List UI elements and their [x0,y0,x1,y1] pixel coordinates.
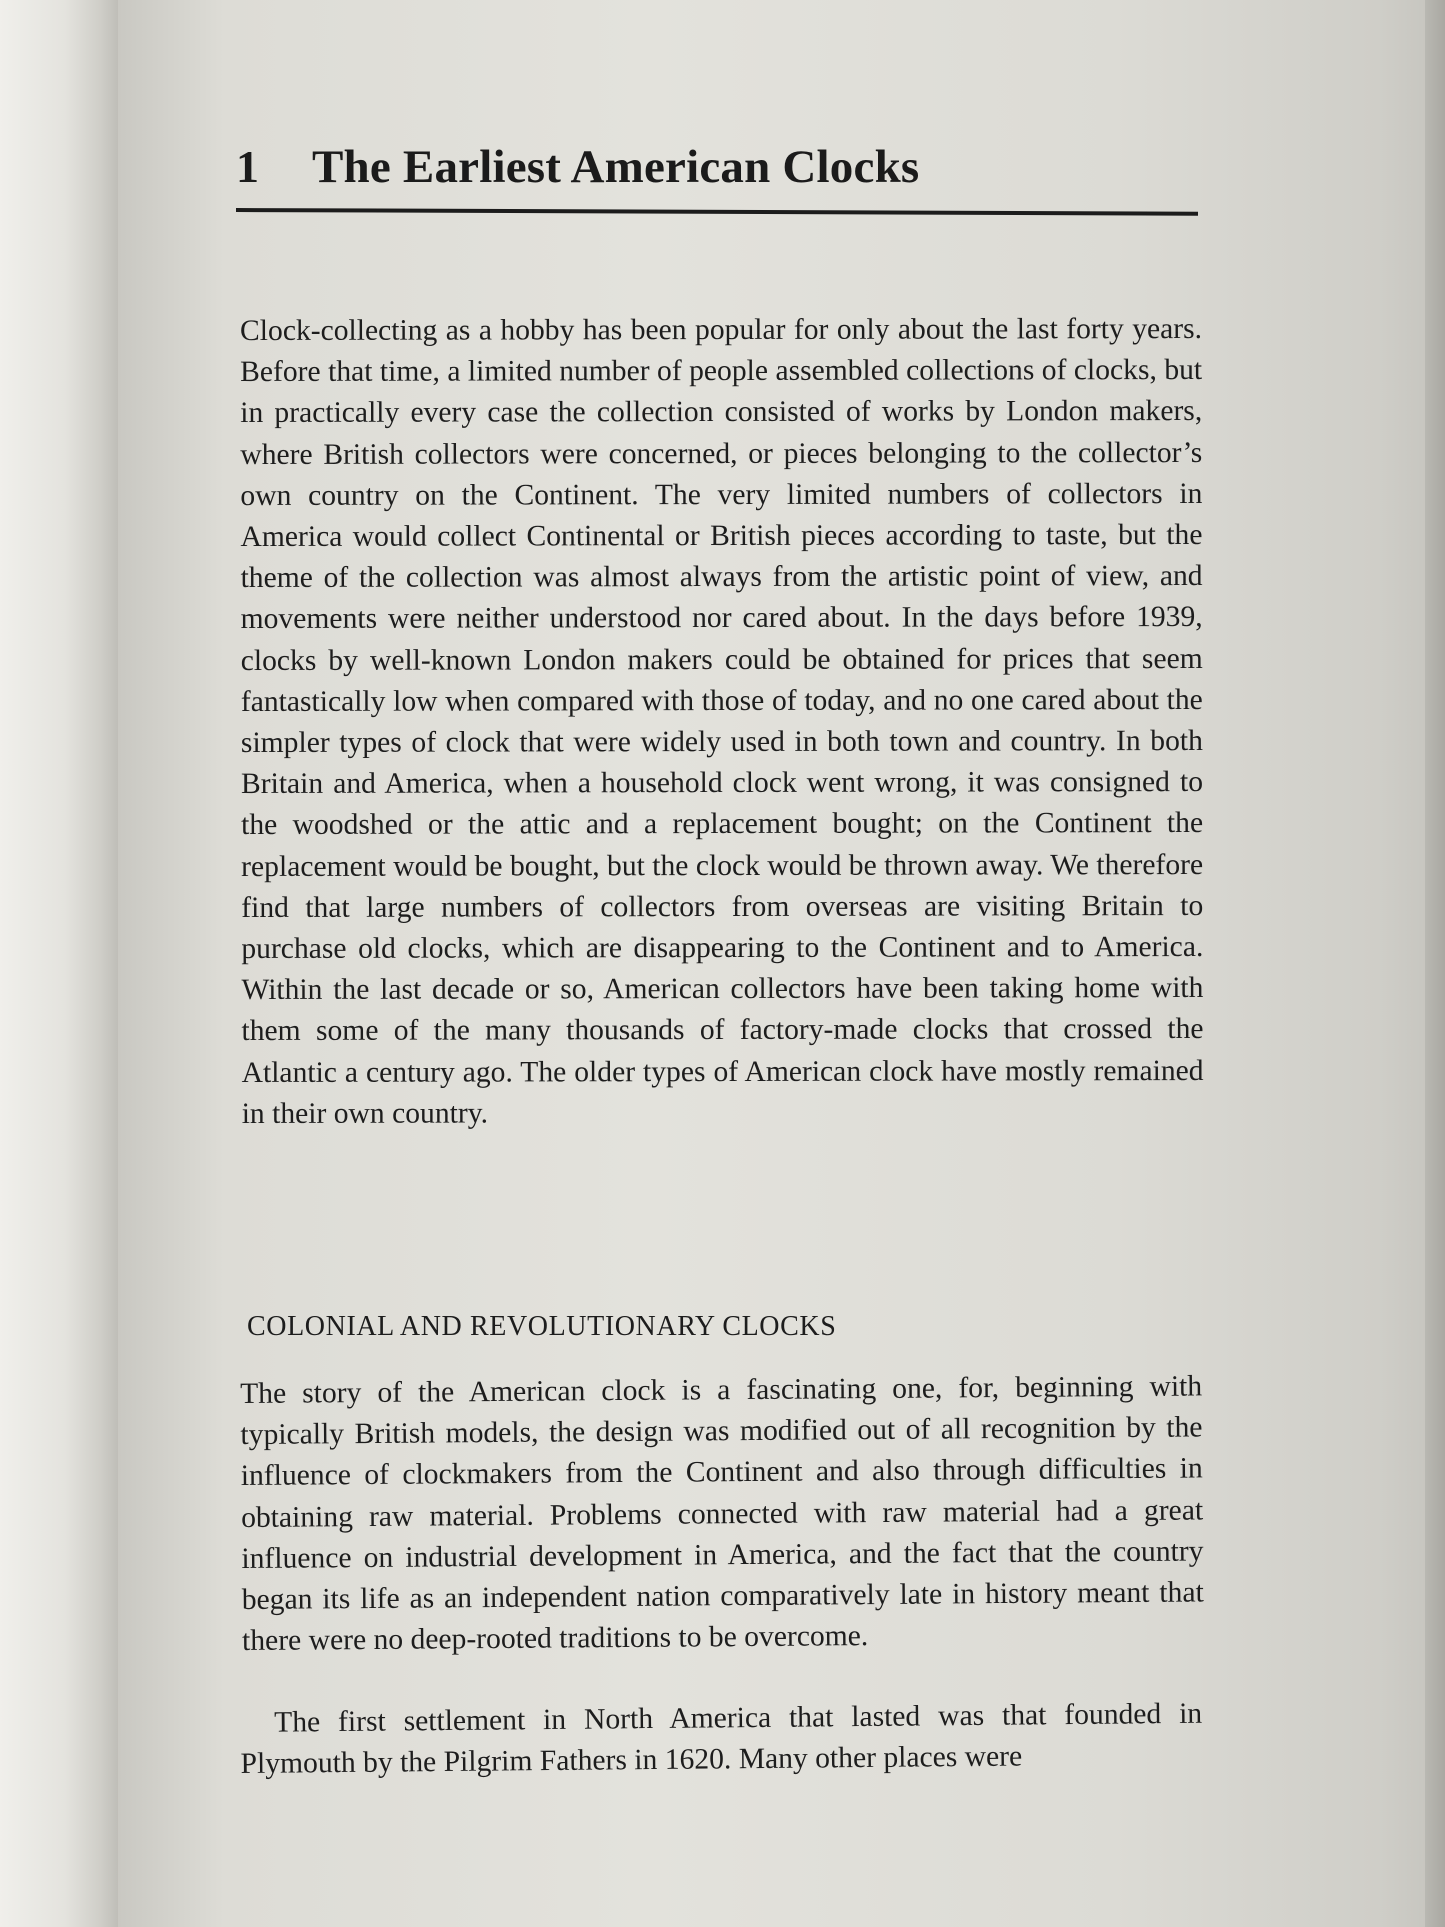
section-heading: COLONIAL AND REVOLUTIONARY CLOCKS [247,1311,837,1342]
chapter-heading [236,134,1198,222]
book-gutter-shadow [0,0,118,1927]
chapter-number: 1 [236,141,259,192]
section-paragraph-2: The first settlement in North America that lasted was that founded in Plymouth by the Pilgrim Fathers in 1620. Many other places were [240,1697,1203,1781]
chapter-title: The Earliest American Clocks [312,141,920,193]
section-paragraph-1: The story of the American clock is a fascinating one, for, beginning with typically British models, the design was modified out of all recognition by the influence of clockmakers from the Continent and also through difficulties in obtaining raw material. Problems connected with raw material had a great influence on industrial development in America, and the fact that the country began its life as an independent nation comparatively late in history meant that there were no deep-rooted traditions to be overcome. [240,1370,1204,1658]
heading-rule [236,208,1198,216]
page-edge [1425,0,1445,1927]
intro-paragraph: Clock-collecting as a hobby has been popular for only about the last forty years. Before that time, a limited number of people assembled collections of clocks, but in practically every case the collection consisted of works by London makers, where British collectors were concerned, or pieces belonging to the collector’s own country on the Continent. The very limited numbers of collectors in America would collect Continental or British pieces according to taste, but the theme of the collection was almost always from the artistic point of view, and movements were neither understood nor cared about. In the days before 1939, clocks by well-known London makers could be obtained for prices that seem fantastically low when compared with those of today, and no one cared about the simpler types of clock that were widely used in both town and country. In both Britain and America, when a household clock went wrong, it was consigned to the woodshed or the attic and a replacement bought; on the Continent the replacement would be bought, but the clock would be thrown away. We therefore find that large numbers of collectors from overseas are visiting Britain to purchase old clocks, which are disappearing to the Continent and to America. Within the last decade or so, American collectors have been taking home with them some of the many thousands of factory-made clocks that crossed the Atlantic a century ago. The older types of American clock have mostly remained in their own country. [240,312,1204,1130]
